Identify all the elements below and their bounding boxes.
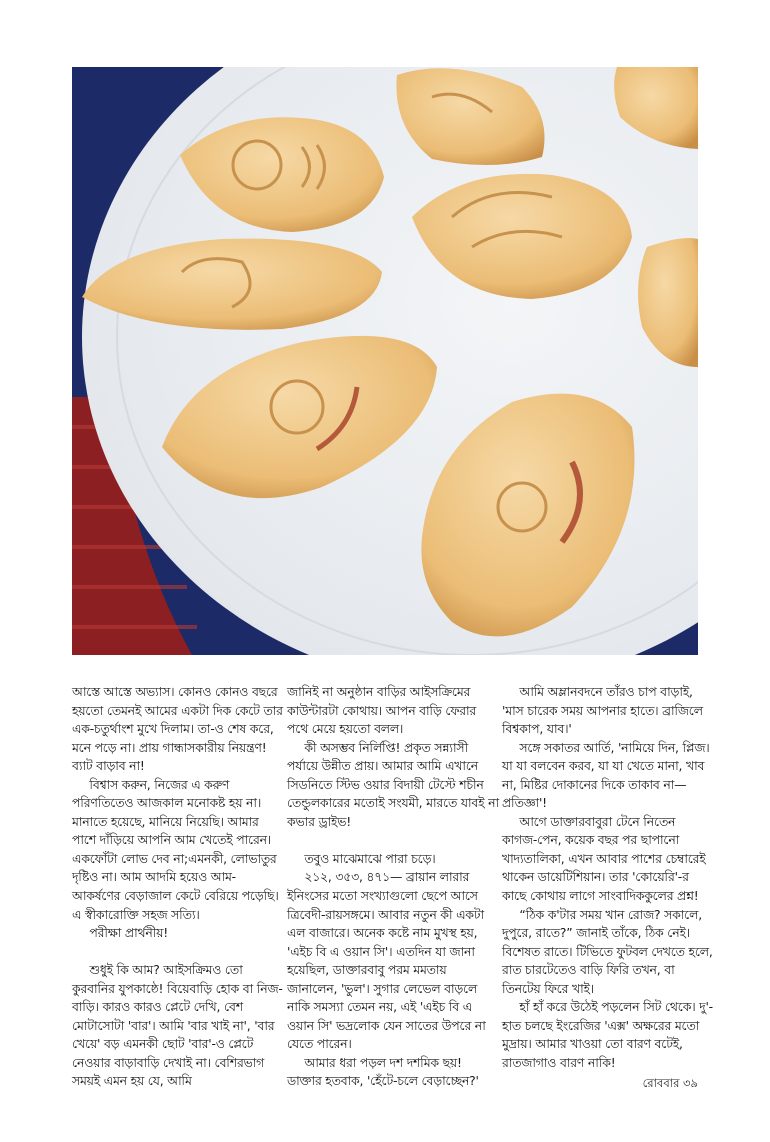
- page-folio: রোববার ৩৯: [642, 1076, 698, 1090]
- paragraph: ২১২, ৩৫৩, ৪৭১— ব্রায়ান লারার ইনিংসের মতো সংখ্যাগুলো ছেপে আসে ত্রিবেদী-রায়সঙ্গমে। আবার নতুন কী একটা এল বাজারে। অনেক কষ্টে নাম মুখস্থ হয়, 'এইচ বি এ ওয়ান সি'। এতদিন যা জানা হয়েছিল, ডাক্তারবাবু পরম মমতায় জানালেন, 'ভুল'। সুগার লেভেল বাড়লে নাকি সমস্যা তেমন নয়, এই 'এইচ বি এ ওয়ান সি' ভদ্রলোক যেন সাতের উপরে না যেতে পারেন।: [287, 869, 486, 1052]
- paragraph: পরীক্ষা প্রার্থনীয়!: [89, 925, 168, 941]
- paragraph: আস্তে আস্তে অভ্যাস। কোনও কোনও বছরে হয়তো তেমনই আমের একটা দিক কেটে তার এক-চতুর্থাংশ মুখে দিলাম। তা-ও শেষ করে, মনে পড়ে না। প্রায় গান্ধাসকারীয় নিয়ন্ত্রণ! ব্যাট বাড়াব না!: [72, 684, 283, 774]
- paragraph: তবুও মাঝেমাঝে পারা চড়ে।: [304, 850, 436, 866]
- paragraph: বিশ্বাস করুন, নিজের এ করুণ পরিণতিতেও আজকাল মনোকষ্ট হয় না। মানাতে হয়েছে, মানিয়ে নিয়েছি। আমার পাশে দাঁড়িয়ে আপনি আম খেতেই পারেন। একফোঁটা লোভ দেব না;এমনকী, লোভাতুর দৃষ্টিও না। আম আদমি হয়েও আম-আকর্ষণের বেড়াজাল কেটে বেরিয়ে পড়েছি। এ স্বীকারোক্তি সহজ সত্যি।: [72, 776, 279, 922]
- text-column-3: [502, 683, 714, 1072]
- paragraph: “ঠিক ক'টার সময় খান রোজ? সকালে, দুপুরে, রাতে?” জানাই তাঁকে, ঠিক নেই। বিশেষত রাতে। টিভিতে ফুটবল দেখতে হলে, রাত চারটেতেও বাড়ি ফিরি তখন, বা তিনটেয় ফিরে খাই।: [502, 906, 713, 996]
- paragraph: আগে ডাক্তারবাবুরা টেনে নিতেন কাগজ-পেন, কয়েক বছর পর ছাপানো খাদ্যতালিকা, এখন আবার পাশের চেম্বারেই থাকেন ডায়েটিশিয়ান। তার 'কোয়েরি'-র কাছে কোথায় লাগে সাংবাদিককুলের প্রশ্ন!: [502, 813, 706, 904]
- paragraph: জানিই না অনুষ্ঠান বাড়ির আইসক্রিমের কাউন্টারটা কোথায়। আপন বাড়ি ফেরার পথে মেয়ে হয়তো বলল।: [287, 684, 477, 737]
- paragraph: কী অসম্ভব নির্লিপ্তি! প্রকৃত সন্ন্যাসী পর্যায়ে উন্নীত প্রায়। আমার আমি এখানে সিডনিতে স্টিভ ওয়ার বিদায়ী টেস্টে শচীন তেন্ডুলকারের মতোই সংযমী, মারতে যাবই না কভার ড্রাইভ!: [287, 739, 499, 829]
- sweets-illustration: [72, 67, 698, 655]
- text-column-1: [72, 683, 284, 1091]
- sweets-photo: [72, 67, 698, 655]
- text-column-2: [287, 683, 499, 1091]
- paragraph: হাঁ হাঁ করে উঠেই পড়লেন সিট থেকে। দু'-হাত চলছে ইংরেজির 'এক্স' অক্ষরের মতো মুদ্রায়। আমার খাওয়া তো বারণ বটেই, রাতজাগাও বারণ নাকি!: [502, 999, 713, 1070]
- paragraph: আমি অম্লানবদনে তাঁরও চাপ বাড়াই, 'মাস চারেক সময় আপনার হাতে। ব্রাজিলে বিশ্বকাপ, যাব।': [502, 684, 703, 737]
- paragraph: সঙ্গে সকাতর আর্তি, 'নামিয়ে দিন, প্লিজ। যা যা বলবেন করব, যা যা খেতে মানা, খাব না, মিষ্টির দোকানের দিকে তাকাব না— প্রতিজ্ঞা'!: [502, 739, 710, 811]
- paragraph: শুধুই কি আম? আইসক্রিমও তো কুরবানির যুপকাষ্ঠে! বিয়েবাড়ি হোক বা নিজ-বাড়ি। কারও কারও প্লেটে দেখি, বেশ মোটাসোটা 'বার'। আমি 'বার খাই না', 'বার খেয়ে' বড় এমনকী ছোট 'বার'-ও প্লেটে নেওয়ার বাড়াবাড়ি দেখাই না। বেশিরভাগ সময়ই এমন হয় যে, আমি: [72, 962, 283, 1089]
- paragraph: আমার ধরা পড়ল দশ দশমিক ছয়! ডাক্তার হতবাক, 'হেঁটে-চলে বেড়াচ্ছেন?': [287, 1054, 479, 1089]
